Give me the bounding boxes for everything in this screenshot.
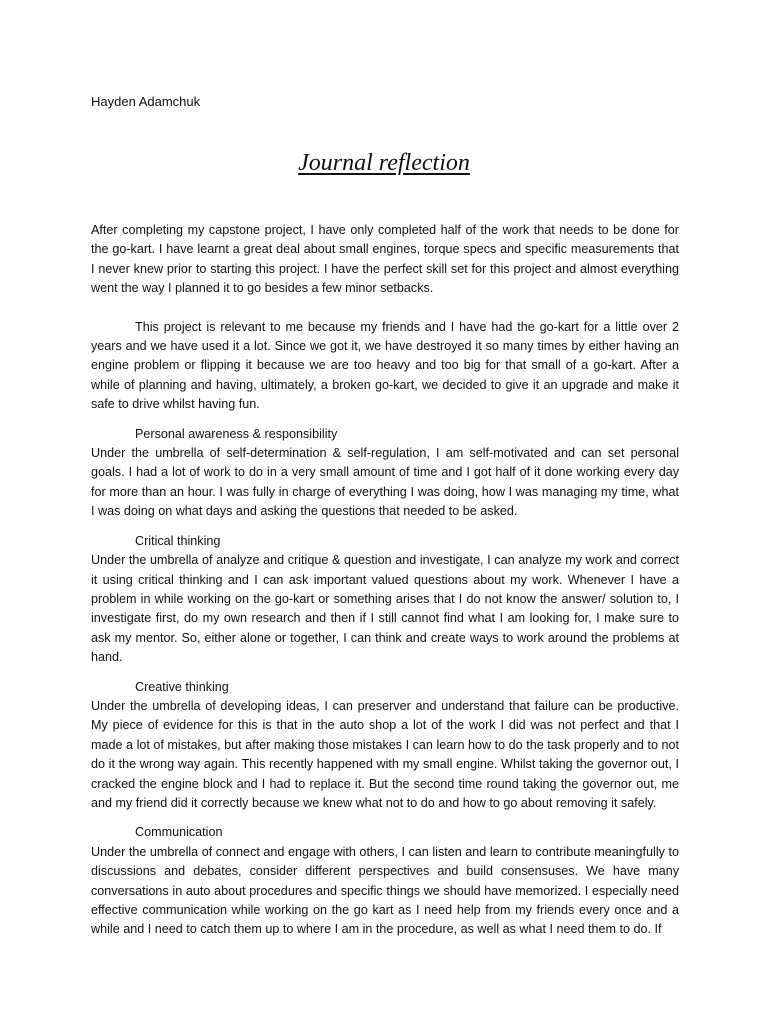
section-critical-thinking	[91, 532, 679, 668]
section-personal-awareness	[91, 425, 679, 522]
author-name: Hayden Adamchuk	[91, 94, 201, 109]
section-paragraph: Under the umbrella of analyze and critique & question and investigate, I can analyze my work and correct it using critical thinking and I can ask important valued questions about my work. Whenever I have a problem in while working on the go-kart or something arises that I do not know the answer/ solution to, I investigate first, do my own research and then if I still cannot find what I am looking for, I make sure to ask my mentor. So, either alone or together, I can think and create ways to work around the problems at hand.	[91, 553, 679, 665]
section-heading: Creative thinking	[135, 679, 229, 694]
page-title: Journal reflection	[298, 150, 470, 176]
section-paragraph: Under the umbrella of self-determination & self-regulation, I am self-motivated and can set personal goals. I had a lot of work to do in a very small amount of time and I got half of it done working every day for more than an hour. I was fully in charge of everything I was doing, how I was managing my time, what I was doing on what days and asking the questions that needed to be asked.	[91, 446, 679, 519]
section-paragraph: Under the umbrella of developing ideas, I can preserver and understand that failure can be productive. My piece of evidence for this is that in the auto shop a lot of the work I did was not perfect and that I made a lot of mistakes, but after making those mistakes I can learn how to do the task properly and to not do it the wrong way again. This recently happened with my small engine. Whilst taking the governor out, I cracked the engine block and I had to replace it. But the second time round taking the governor out, me and my friend did it correctly because we knew what not to do and how to go about removing it safely.	[91, 698, 679, 810]
relevance-paragraph: This project is relevant to me because my friends and I have had the go-kart for a little over 2 years and we have used it a lot. Since we got it, we have destroyed it so many times by either having an engine problem or flipping it because we are too heavy and too big for that small of a go-kart. After a while of planning and having, ultimately, a broken go-kart, we decided to give it an upgrade and make it safe to drive whilst having fun.	[91, 319, 679, 412]
section-heading: Personal awareness & responsibility	[135, 426, 338, 441]
intro-paragraph: After completing my capstone project, I have only completed half of the work that needs to be done for the go-kart. I have learnt a great deal about small engines, torque specs and specific measurements that I never knew prior to starting this project. I have the perfect skill set for this project and almost everything went the way I planned it to go besides a few minor setbacks.	[91, 223, 679, 296]
section-creative-thinking	[91, 678, 679, 814]
document-body	[91, 221, 679, 950]
section-heading: Communication	[135, 825, 223, 840]
section-communication	[91, 823, 679, 939]
section-heading: Critical thinking	[135, 533, 221, 548]
section-paragraph: Under the umbrella of connect and engage with others, I can listen and learn to contribute meaningfully to discussions and debates, consider different perspectives and build consensuses. We have many conversations in auto about procedures and specific things we should have memorized. I especially need effective communication while working on the go kart as I need help from my friends every once and a while and I need to catch them up to where I am in the procedure, as well as what I need them to do. If	[91, 844, 679, 937]
